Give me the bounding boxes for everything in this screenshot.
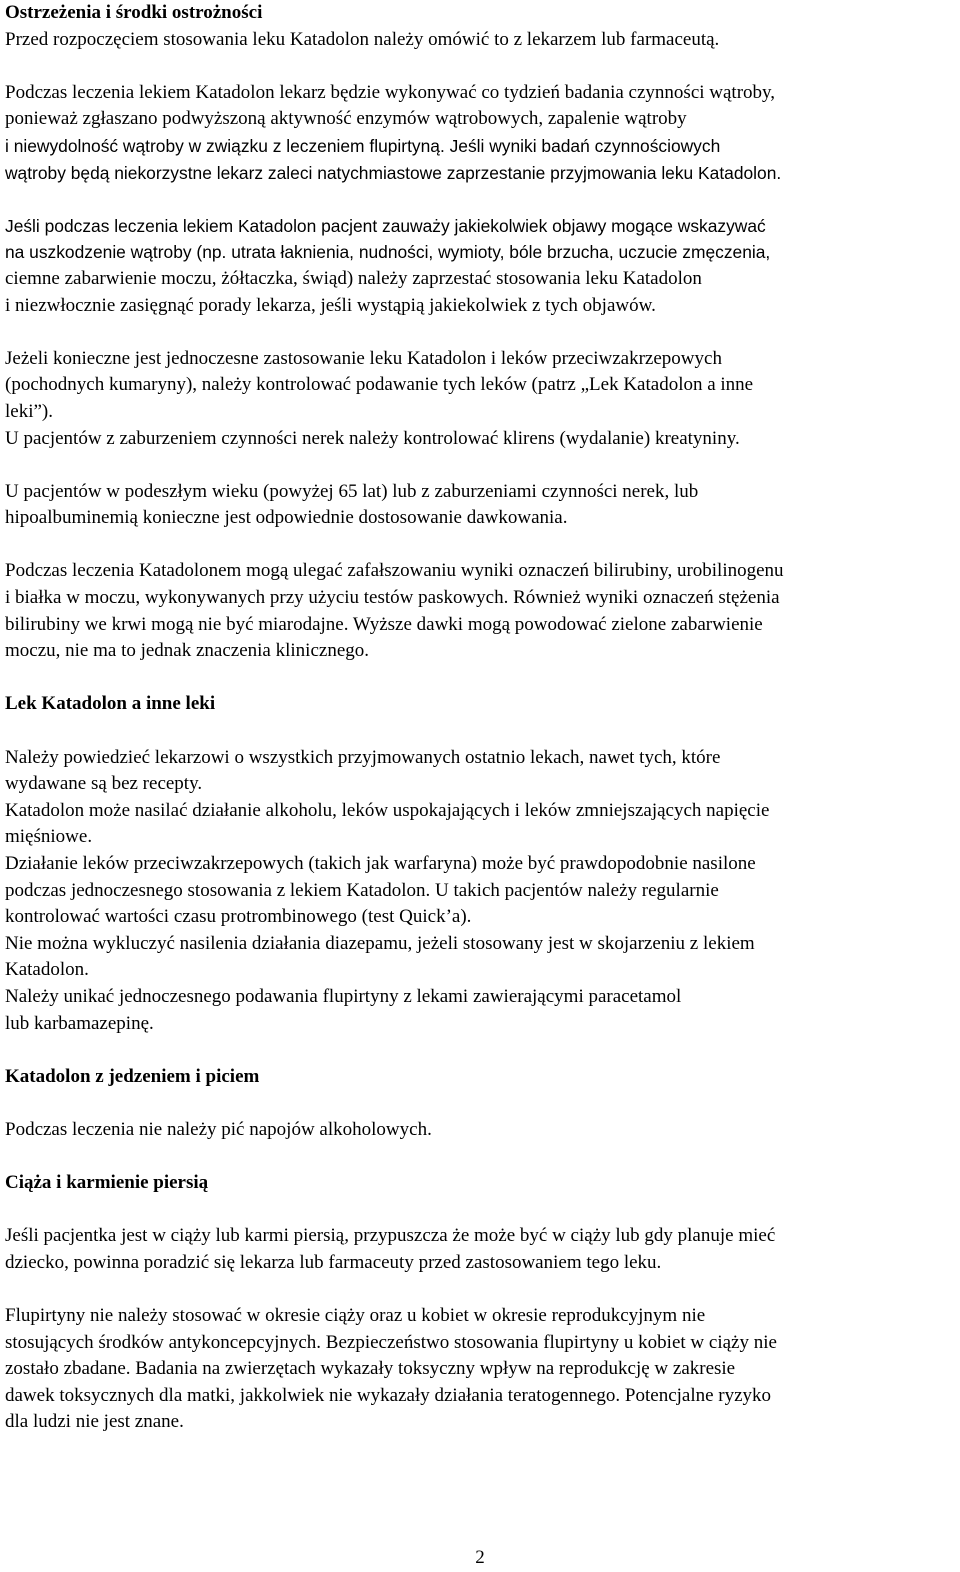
text-line: stosujących środków antykoncepcyjnych. Bezpieczeństwo stosowania flupirtyny u kobiet w ciąży nie — [5, 1331, 777, 1353]
text-line: kontrolować wartości czasu protrombinowego (test Quick’a). — [5, 906, 472, 928]
text-line: i białka w moczu, wykonywanych przy użyciu testów paskowych. Również wyniki oznaczeń stężenia — [5, 587, 780, 609]
text-line: Jeśli podczas leczenia lekiem Katadolon pacjent zauważy jakiekolwiek objawy mogące wskazywać — [5, 215, 766, 236]
page-number: 2 — [475, 1547, 485, 1568]
section-heading: Katadolon z jedzeniem i piciem — [5, 1065, 260, 1087]
text-line: dawek toksycznych dla matki, jakkolwiek nie wykazały działania teratogennego. Potencjalne ryzyko — [5, 1384, 772, 1406]
text-line: hipoalbuminemią konieczne jest odpowiednie dostosowanie dawkowania. — [5, 507, 568, 529]
text-line: dziecko, powinna poradzić się lekarza lub farmaceuty przed zastosowaniem tego leku. — [5, 1251, 662, 1273]
text-line: dla ludzi nie jest znane. — [5, 1411, 184, 1433]
text-line: Działanie leków przeciwzakrzepowych (takich jak warfaryna) może być prawdopodobnie nasilone — [5, 853, 756, 874]
text-line: zostało zbadane. Badania na zwierzętach wykazały toksyczny wpływ na reprodukcję w zakresie — [5, 1358, 736, 1380]
text-line: Należy unikać jednoczesnego podawania flupirtyny z lekami zawierającymi paracetamol — [5, 985, 682, 1007]
text-line: Katadolon. — [5, 959, 89, 981]
text-line: i niezwłocznie zasięgnąć porady lekarza, jeśli wystąpią jakiekolwiek z tych objawów. — [5, 294, 656, 316]
text-line: i niewydolność wątroby w związku z leczeniem flupirtyną. Jeśli wyniki badań czynnościowych — [5, 135, 721, 156]
section-heading: Ostrzeżenia i środki ostrożności — [5, 2, 263, 23]
text-line: ciemne zabarwienie moczu, żółtaczka, świąd) należy zaprzestać stosowania leku Katadolon — [5, 267, 702, 289]
text-line: leki”). — [5, 400, 54, 422]
text-line: U pacjentów z zaburzeniem czynności nerek należy kontrolować klirens (wydalanie) kreatyniny. — [5, 427, 740, 449]
text-line: podczas jednoczesnego stosowania z lekiem Katadolon. U takich pacjentów należy regularnie — [5, 879, 719, 901]
text-line: moczu, nie ma to jednak znaczenia klinicznego. — [5, 640, 370, 662]
text-line: (pochodnych kumaryny), należy kontrolować podawanie tych leków (patrz „Lek Katadolon a inne — [5, 374, 754, 396]
text-line: wydawane są bez recepty. — [5, 773, 203, 795]
text-line: Flupirtyny nie należy stosować w okresie ciąży oraz u kobiet w okresie reprodukcyjnym nie — [5, 1305, 706, 1327]
text-line: bilirubiny we krwi mogą nie być miarodajne. Wyższe dawki mogą powodować zielone zabarwienie — [5, 613, 763, 635]
section-heading: Lek Katadolon a inne leki — [5, 693, 216, 715]
text-line: Podczas leczenia nie należy pić napojów alkoholowych. — [5, 1118, 432, 1140]
document-page — [5, 0, 957, 1436]
text-line: mięśniowe. — [5, 826, 93, 848]
text-line: Przed rozpoczęciem stosowania leku Katadolon należy omówić to z lekarzem lub farmaceutą. — [5, 28, 720, 50]
text-line: Jeśli pacjentka jest w ciąży lub karmi piersią, przypuszcza że może być w ciąży lub gdy planuje mieć — [5, 1225, 776, 1247]
text-line: Podczas leczenia lekiem Katadolon lekarz będzie wykonywać co tydzień badania czynności wątroby, — [5, 81, 776, 103]
text-line: lub karbamazepinę. — [5, 1012, 154, 1034]
text-line: wątroby będą niekorzystne lekarz zaleci natychmiastowe zaprzestanie przyjmowania leku Katadolon. — [5, 162, 782, 183]
text-line: Należy powiedzieć lekarzowi o wszystkich przyjmowanych ostatnio lekach, nawet tych, które — [5, 746, 721, 768]
text-line: ponieważ zgłaszano podwyższoną aktywność enzymów wątrobowych, zapalenie wątroby — [5, 108, 687, 130]
text-line: Podczas leczenia Katadolonem mogą ulegać zafałszowaniu wyniki oznaczeń bilirubiny, urobilinogenu — [5, 560, 784, 582]
text-line: U pacjentów w podeszłym wieku (powyżej 65 lat) lub z zaburzeniami czynności nerek, lub — [5, 480, 699, 502]
text-line: Nie można wykluczyć nasilenia działania diazepamu, jeżeli stosowany jest w skojarzeniu z lekiem — [5, 932, 755, 954]
text-line: Jeżeli konieczne jest jednoczesne zastosowanie leku Katadolon i leków przeciwzakrzepowych — [5, 347, 722, 369]
text-line: Katadolon może nasilać działanie alkoholu, leków uspokajających i leków zmniejszających napięcie — [5, 799, 770, 821]
text-line: na uszkodzenie wątroby (np. utrata łaknienia, nudności, wymioty, bóle brzucha, uczucie zmęczenia, — [5, 242, 771, 263]
section-heading: Ciąża i karmienie piersią — [5, 1172, 209, 1194]
